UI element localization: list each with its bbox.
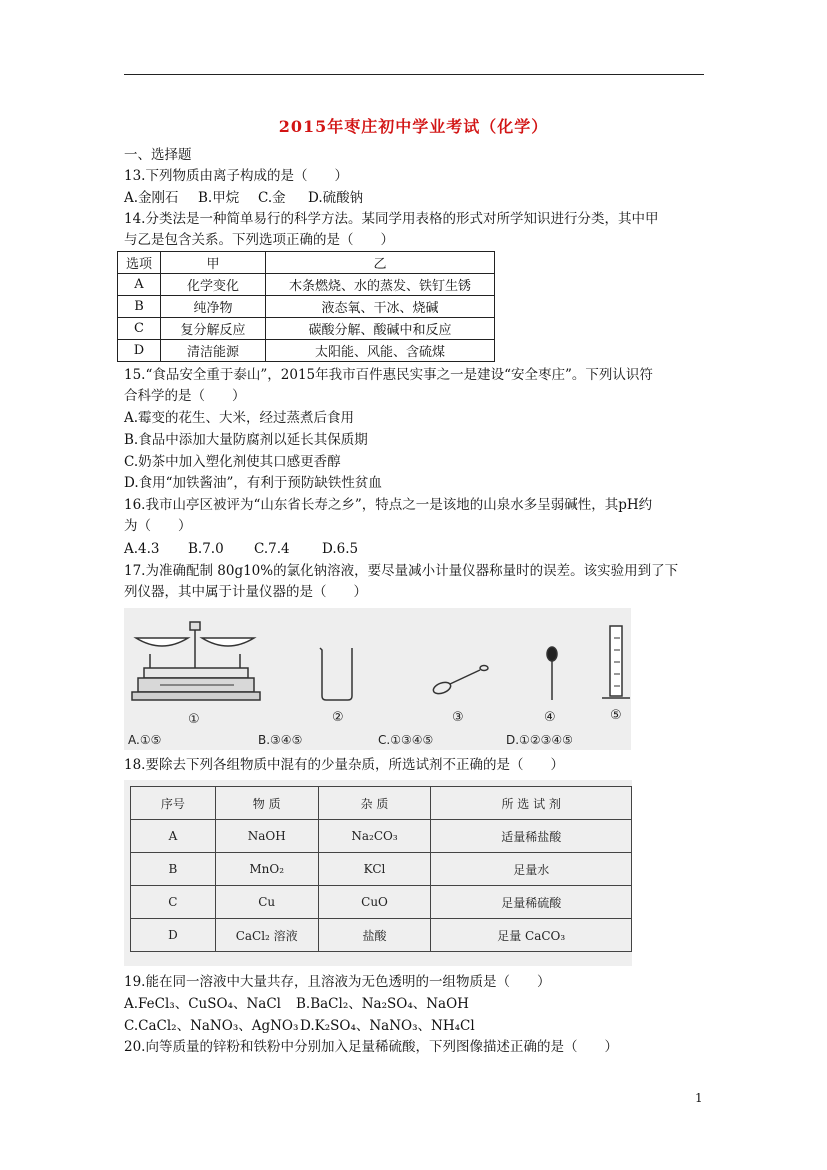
q17-option-a: A.①⑤ (128, 733, 162, 747)
table-cell: 木条燃烧、水的蒸发、铁钉生锈 (266, 274, 495, 296)
table-cell: B (118, 296, 161, 318)
q19-option-a: A.FeCl₃、CuSO₄、NaCl (124, 996, 281, 1012)
table-cell: NaOH (215, 820, 318, 853)
q17-figure (124, 608, 631, 750)
table-cell: 足量 CaCO₃ (431, 919, 632, 952)
q14-table (117, 251, 495, 362)
header-rule (124, 74, 704, 75)
table-cell: D (118, 340, 161, 362)
table-cell: 碳酸分解、酸碱中和反应 (266, 318, 495, 340)
q15-option-c: C.奶茶中加入塑化剂使其口感更香醇 (124, 454, 341, 470)
q16-option-d: D.6.5 (322, 541, 359, 557)
table-cell: A (131, 820, 216, 853)
q20-stem: 20.向等质量的锌粉和铁粉中分别加入足量稀硫酸，下列图像描述正确的是（ ） (124, 1039, 618, 1055)
figure-label-2: ② (332, 710, 344, 725)
table-row (118, 318, 495, 340)
q18-table-scan (124, 780, 632, 966)
q17-option-d: D.①②③④⑤ (506, 733, 573, 747)
table-cell: 足量水 (431, 853, 632, 886)
q19-stem: 19.能在同一溶液中大量共存，且溶液为无色透明的一组物质是（ ） (124, 974, 551, 990)
table-cell: 适量稀盐酸 (431, 820, 632, 853)
q16-option-a: A.4.3 (124, 541, 160, 557)
table-cell: Na₂CO₃ (318, 820, 431, 853)
page-title: 2015年枣庄初中学业考试（化学） (278, 117, 549, 136)
table-cell: CuO (318, 886, 431, 919)
table-cell: 清洁能源 (161, 340, 266, 362)
figure-label-4: ④ (544, 710, 556, 725)
table-cell: 化学变化 (161, 274, 266, 296)
table-cell: 复分解反应 (161, 318, 266, 340)
table-cell: C (131, 886, 216, 919)
table-cell: D (131, 919, 216, 952)
table-row (131, 919, 632, 952)
q17-stem-line2: 列仪器，其中属于计量仪器的是（ ） (124, 584, 367, 600)
table-header-cell: 序号 (131, 787, 216, 820)
table-row (118, 340, 495, 362)
table-cell: MnO₂ (215, 853, 318, 886)
table-row (131, 853, 632, 886)
beaker-icon (320, 648, 352, 700)
q18-stem: 18.要除去下列各组物质中混有的少量杂质，所选试剂不正确的是（ ） (124, 757, 564, 773)
table-header-cell: 杂 质 (318, 787, 431, 820)
table-header-cell: 所 选 试 剂 (431, 787, 632, 820)
q19-option-c: C.CaCl₂、NaNO₃、AgNO₃ (124, 1018, 299, 1034)
q16-option-b: B.7.0 (188, 541, 224, 557)
q17-option-b: B.③④⑤ (258, 733, 303, 747)
q19-options-line1 (124, 995, 469, 1013)
table-cell: 液态氧、干冰、烧碱 (266, 296, 495, 318)
q13-option-c: C.金 (258, 190, 286, 206)
table-header-row (131, 787, 632, 820)
table-header-cell: 甲 (161, 252, 266, 274)
q16-stem-line2: 为（ ） (124, 518, 192, 534)
table-header-cell: 物 质 (215, 787, 318, 820)
q13-option-d: D.硫酸钠 (308, 190, 364, 206)
table-cell: KCl (318, 853, 431, 886)
table-cell: B (131, 853, 216, 886)
q13-stem: 13.下列物质由离子构成的是（ ） (124, 168, 348, 184)
table-row (131, 820, 632, 853)
q15-option-d: D.食用“加铁酱油”，有利于预防缺铁性贫血 (124, 475, 382, 491)
q17-option-c: C.①③④⑤ (378, 733, 434, 747)
q19-option-b: B.BaCl₂、Na₂SO₄、NaOH (296, 996, 469, 1012)
q13-option-b: B.甲烷 (198, 190, 240, 206)
q14-stem-line2: 与乙是包含关系。下列选项正确的是（ ） (124, 232, 394, 248)
q19-option-d: D.K₂SO₄、NaNO₃、NH₄Cl (300, 1018, 475, 1034)
q16-options (124, 540, 358, 558)
q19-options-line2 (124, 1017, 475, 1035)
q16-stem-line1: 16.我市山亭区被评为“山东省长寿之乡”，特点之一是该地的山泉水多呈弱碱性，其pH约 (124, 497, 653, 513)
figure-label-5: ⑤ (610, 708, 622, 723)
figure-label-3: ③ (452, 710, 464, 725)
table-cell: 盐酸 (318, 919, 431, 952)
q15-option-b: B.食品中添加大量防腐剂以延长其保质期 (124, 432, 368, 448)
q16-option-c: C.7.4 (254, 541, 290, 557)
table-cell: CaCl₂ 溶液 (215, 919, 318, 952)
q15-stem-line2: 合科学的是（ ） (124, 388, 246, 404)
q14-stem-line1: 14.分类法是一种简单易行的科学方法。某同学用表格的形式对所学知识进行分类，其中甲 (124, 211, 659, 227)
dropper-icon (547, 647, 557, 700)
q15-stem-line1: 15.“食品安全重于泰山”，2015年我市百件惠民实事之一是建设“安全枣庄”。下列认识符 (124, 367, 653, 383)
table-cell: C (118, 318, 161, 340)
table-header-cell: 乙 (266, 252, 495, 274)
table-cell: 纯净物 (161, 296, 266, 318)
spoon-icon (432, 666, 488, 696)
table-header-row (118, 252, 495, 274)
section-heading: 一、选择题 (124, 147, 192, 163)
table-cell: 太阳能、风能、含硫煤 (266, 340, 495, 362)
q13-options (124, 189, 363, 207)
table-row (118, 296, 495, 318)
balance-scale-icon (132, 622, 260, 700)
table-cell: 足量稀硫酸 (431, 886, 632, 919)
table-header-cell: 选项 (118, 252, 161, 274)
table-cell: Cu (215, 886, 318, 919)
q17-stem-line1: 17.为准确配制 80g10%的氯化钠溶液，要尽量减小计量仪器称量时的误差。该实验用到了下 (124, 563, 679, 579)
table-cell: A (118, 274, 161, 296)
page-number: 1 (695, 1091, 703, 1105)
q13-option-a: A.金刚石 (124, 190, 179, 206)
figure-label-1: ① (188, 712, 200, 727)
graduated-cylinder-icon (602, 626, 630, 698)
q18-table (130, 786, 632, 952)
table-row (131, 886, 632, 919)
q15-option-a: A.霉变的花生、大米，经过蒸煮后食用 (124, 410, 355, 426)
table-row (118, 274, 495, 296)
